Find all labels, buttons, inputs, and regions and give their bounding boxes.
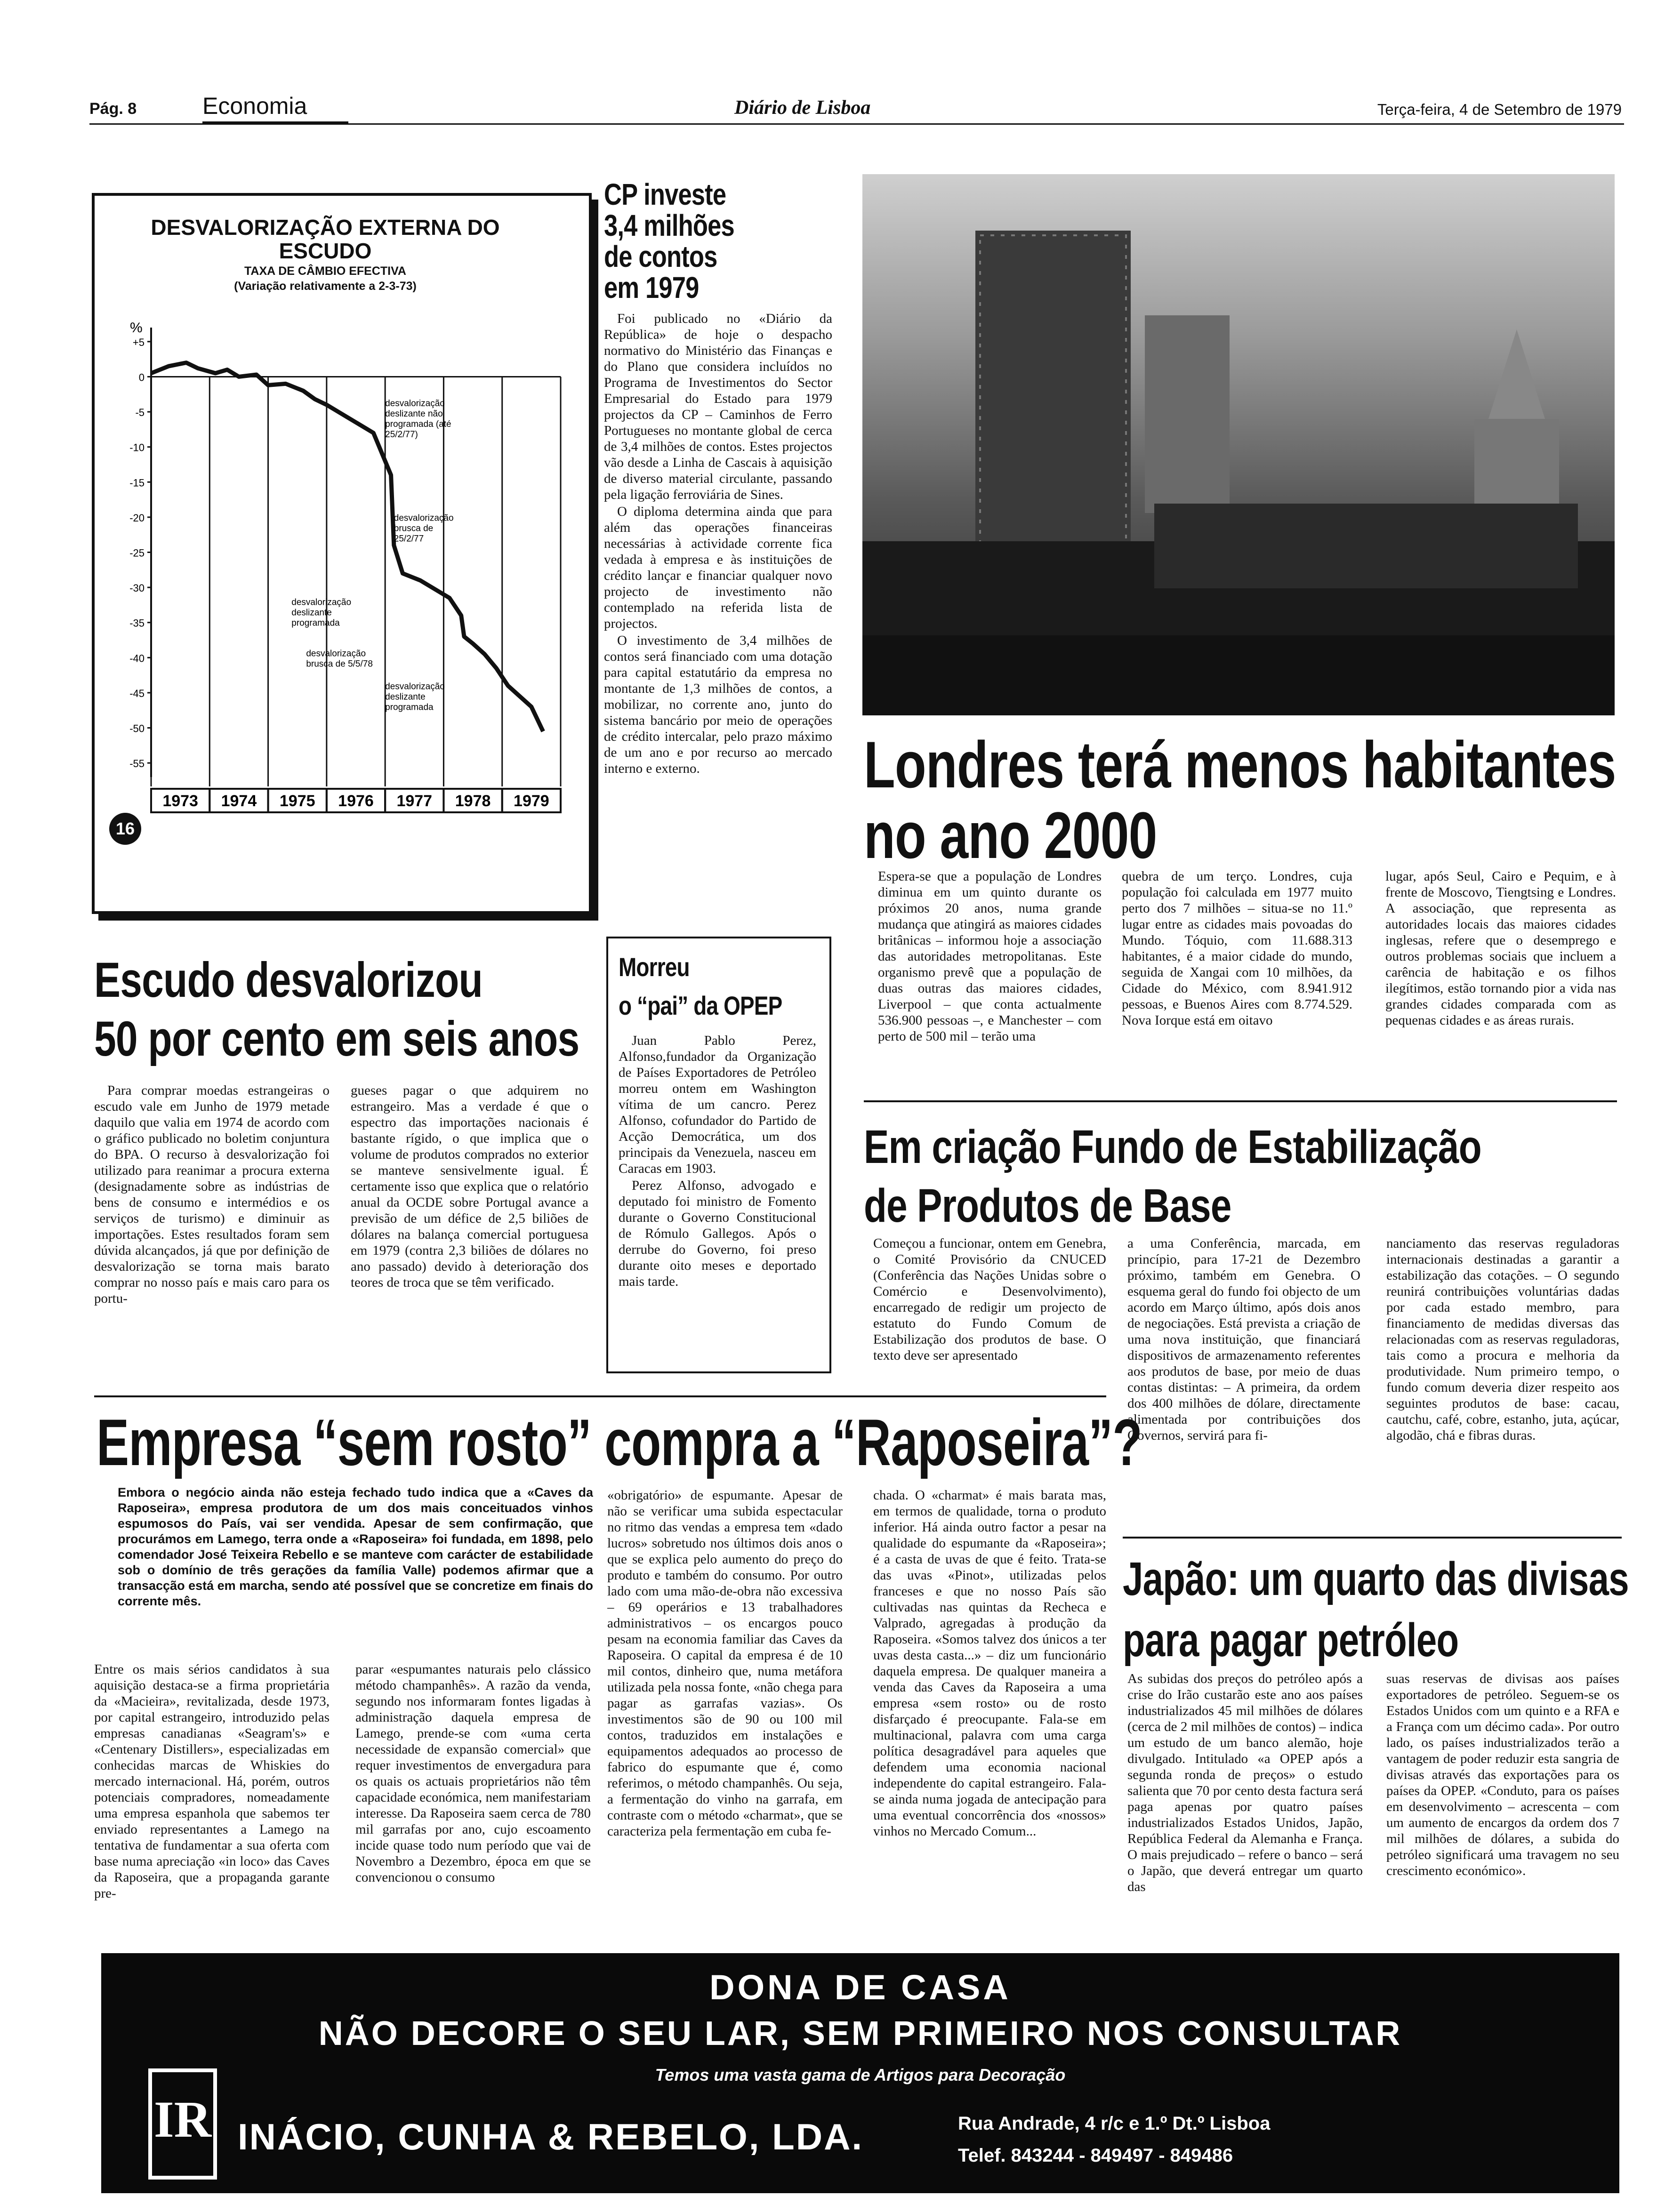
annotation-line: desvalorização bbox=[385, 681, 445, 692]
cp-paragraph: O investimento de 3,4 milhões de contos será financiado com uma dotação para capital estatutário da empresa no montante de 1,3 milhões de contos, a mobilizar, no corrente ano, junto do sistema bancário por meio de operações de crédito intercalar, pelo prazo máximo de um ano e por recurso ao mercado interno e externo. bbox=[604, 633, 832, 776]
issue-date: Terça-feira, 4 de Setembro de 1979 bbox=[1377, 101, 1622, 118]
ad-line-3: Temos uma vasta gama de Artigos para Decoração bbox=[655, 2065, 1066, 2084]
x-tick-label: 1975 bbox=[279, 792, 315, 810]
x-tick-label: 1976 bbox=[338, 792, 374, 810]
annotation-line: programada bbox=[385, 702, 434, 713]
cp-headline-line: CP investe bbox=[604, 177, 726, 211]
opep-headline-line: o “pai” da OPEP bbox=[619, 991, 782, 1020]
raposeira-col-4: chada. O «charmat» é mais barata mas, em termos de qualidade, torna o produto inferior. Há ainda outro factor a pesar na qualidade do espumante da «Raposeira»; é a casta de uvas de que é feito. Trata-se das uvas «Pinot», utilizadas pelos franceses e que no nosso País são cultivadas nas quintas da Recheca e Valprado, agregadas à produção da Raposeira. «Somos talvez dos únicos a ter uvas desta casta...» – diz um funcionário daquela empresa. De qualquer maneira a venda das Caves da Raposeira a uma empresa «sem rosto» ou de rosto disfarçado é preocupante. Fala-se em multinacional, palavra com uma carga política desagradável para aqueles que defendem uma economia nacional independente do capital estrangeiro. Fala-se ainda numa jogada de antecipação para uma eventual concorrência dos «nossos» vinhos no Mercado Comum... bbox=[873, 1488, 1106, 1839]
escudo-col-2: gueses pagar o que adquirem no estrangeiro. Mas a verdade é que o espectro das importações nacionais é bastante rígido, o que implica que o volume de produtos comprados no exterior se manteve sensivelmente igual. É certamente isso que explica que o relatório anual da OCDE sobre Portugal avance a previsão de um défice de 2,5 biliões de dólares na balança comercial portuguesa em 1979 (contra 2,3 biliões de dólares no ano passado) devido à deterioração dos teores de troca que se têm verificado. bbox=[351, 1083, 588, 1290]
japao-headline-line: Japão: um quarto das divisas bbox=[1123, 1553, 1629, 1605]
annotation-line: desvalorização bbox=[394, 513, 454, 523]
y-tick-label: -25 bbox=[129, 547, 145, 559]
londres-col-1: Espera-se que a população de Londres diminua em um quinto durante os próximos 20 anos, numa grande mudança que atingirá as maiores cidades britânicas – informou hoje a associação das autoridades metropolitanas. Este organismo prevê que a população de duas outras das maiores cidades, Liverpool – que conta actualmente 536.900 pessoas –, e Manchester – com perto de 500 mil – terão uma bbox=[878, 869, 1102, 1044]
ad-banner bbox=[101, 1953, 1619, 2193]
japao-headline bbox=[1123, 1548, 1629, 1671]
y-tick-label: -50 bbox=[129, 722, 145, 735]
annotation-line: deslizante não bbox=[385, 409, 443, 419]
annotation bbox=[385, 681, 445, 712]
opep-box bbox=[606, 937, 831, 1373]
y-tick-label: -5 bbox=[135, 407, 145, 419]
annotation bbox=[291, 597, 351, 628]
japao-col-2: suas reservas de divisas aos países exportadores de petróleo. Seguem-se os Estados Unidos com um quinto e a RFA e a França com um décimo cada». Por outro lado, os países industrializados terão a vantagem de poder reduzir esta sangria de divisas através das exportações para os países da OPEP. «Conduto, para os países em desenvolvimento – acrescenta – com um aumento de encargos da ordem dos 7 mil milhões de dólares, a subida do petróleo significará uma travagem no seu crescimento económico». bbox=[1386, 1671, 1619, 1878]
londres-col-3: lugar, após Seul, Cairo e Pequim, e à frente de Moscovo, Tiengtsing e Londres. A associação, que representa as autoridades locais das maiores cidades inglesas, refere que o desemprego e outros problemas sociais que incluem a carência de habitação e os filhos ilegítimos, estão tornando pior a vida nas grandes cidades comparada com as pequenas cidades e as áreas rurais. bbox=[1385, 869, 1616, 1028]
cp-body bbox=[604, 311, 832, 913]
cp-headline-line: 3,4 milhões bbox=[604, 208, 734, 242]
fundo-headline-line: de Produtos de Base bbox=[864, 1179, 1231, 1232]
chart-svg bbox=[95, 299, 584, 911]
y-tick-label: -45 bbox=[129, 687, 145, 699]
y-tick-label: +5 bbox=[132, 336, 145, 348]
x-tick-label: 1973 bbox=[162, 792, 198, 810]
annotation-line: programada bbox=[291, 618, 340, 628]
cp-headline bbox=[604, 179, 734, 303]
opep-headline bbox=[619, 948, 782, 1025]
japao-headline-line: para pagar petróleo bbox=[1123, 1614, 1459, 1667]
fundo-col-1: Começou a funcionar, ontem em Genebra, o Comité Provisório da CNUCED (Conferência das Nações Unidas sobre o Comércio e Desenvolvimento), encarregado de redigir um projecto de estatuto do Fundo Comum de Estabilização dos produtos de base. O texto deve ser apresentado bbox=[873, 1236, 1106, 1363]
escudo-col-1: Para comprar moedas estrangeiras o escudo vale em Junho de 1979 metade daquilo que valia em 1974 de acordo com o gráfico publicado no boletim conjuntura do BPA. O recurso à desvalorização foi utilizado para reanimar a procura externa (designadamente sobre as indústrias de bens de consumo e intermédios e os serviços de turismo) e diminuir as importações. Estes resultados foram sem dúvida alcançados, já que por definição de desvalorização se torna mais barato comprar no nosso país e mais caro para os portu- bbox=[94, 1083, 330, 1306]
ad-line-1: DONA DE CASA bbox=[709, 1968, 1011, 2007]
raposeira-col-2: parar «espumantes naturais pelo clássico método champanhês». A razão da venda, segundo nos informaram fontes ligadas à administração daquela empresa de Lamego, prende-se com «uma certa necessidade de expansão comercial» que requer investimentos de envergadura para os quais os actuais proprietários não têm capacidade económica, nem manifestariam interesse. Da Raposeira saem cerca de 780 mil garrafas por ano, cujo escoamento incide quase todo num período que vai de Novembro a Dezembro, época em que se convencionou o consumo bbox=[355, 1662, 591, 1885]
y-tick-label: -40 bbox=[129, 652, 145, 665]
london-skyline bbox=[862, 174, 1615, 715]
cp-paragraph: Foi publicado no «Diário da República» de hoje o despacho normativo do Ministério das Finanças e do Plano que considera incluídos no Programa de Investimentos do Sector Empresarial do Estado para 1979 projectos da CP – Caminhos de Ferro Portugueses no montante global de cerca de 3,4 milhões de contos. Estes projectos vão desde a Linha de Cascais à aquisição de diverso material circulante, passando pela ligação ferroviária de Sines. bbox=[604, 311, 832, 502]
annotation bbox=[394, 513, 454, 544]
ad-company: INÁCIO, CUNHA & REBELO, LDA. bbox=[238, 2116, 864, 2157]
y-tick-label: -10 bbox=[129, 441, 145, 454]
ad-logo bbox=[148, 2068, 217, 2180]
y-axis-label: % bbox=[130, 320, 143, 336]
cp-paragraph: O diploma determina ainda que para além das operações financeiras necessárias à actividade corrente fica vedada à empresa e às instituições de crédito lançar e financiar qualquer novo projecto de investimento não contemplado na referida lista de projectos. bbox=[604, 504, 832, 631]
ad-phone: Telef. 843244 - 849497 - 849486 bbox=[958, 2145, 1233, 2166]
annotation bbox=[385, 399, 451, 440]
cp-headline-line: de contos bbox=[604, 240, 717, 273]
raposeira-col-1: Entre os mais sérios candidatos à sua aquisição destaca-se a firma proprietária da «Macieira», revitalizada, desde 1973, por capital estrangeiro, introduzido pelas empresas canadianas «Seagram's» e «Centenary Distillers», especializadas em conhecidas marcas de Whiskies do mercado internacional. Há, porém, outros potenciais compradores, nomeadamente uma empresa espanhola que sabemos ter enviado representantes a Lamego na tentativa de fundamentar a sua oferta com base numa apreciação «in loco» das Caves da Raposeira, que a propaganda garante pre- bbox=[94, 1662, 330, 1901]
fundo-col-3: nanciamento das reservas reguladoras internacionais destinadas a garantir a estabilização das cotações. – O segundo reunirá contribuições voluntárias dadas por cada estado membro, para financiamento de medidas diversas das relacionadas com as reservas reguladoras, tais como a procura e melhoria da produtividade. Num primeiro tempo, o fundo comum deveria dizer respeito aos seguintes produtos de base: cacau, cautchu, café, cobre, estanho, juta, açúcar, algodão, chá e fibras duras. bbox=[1386, 1236, 1619, 1443]
chart-subtitle: TAXA DE CÂMBIO EFECTIVA bbox=[244, 264, 406, 278]
escudo-headline-line: 50 por cento em seis anos bbox=[94, 1011, 579, 1066]
londres-rule bbox=[864, 1100, 1617, 1102]
y-tick-label: -55 bbox=[129, 758, 145, 770]
ad-line-2: NÃO DECORE O SEU LAR, SEM PRIMEIRO NOS CONSULTAR bbox=[318, 2015, 1402, 2052]
fundo-headline bbox=[864, 1118, 1481, 1235]
londres-headline-line: Londres terá menos habitantes bbox=[864, 728, 1616, 801]
y-tick-label: -20 bbox=[129, 512, 145, 524]
ad-logo-text: IR bbox=[153, 2091, 212, 2148]
x-tick-label: 1978 bbox=[455, 792, 491, 810]
annotation-line: 25/2/77) bbox=[385, 430, 418, 440]
annotation-line: deslizante bbox=[385, 692, 426, 702]
x-tick-label: 1977 bbox=[396, 792, 433, 810]
londres-col-2: quebra de um terço. Londres, cuja população foi calculada em 1977 muito perto dos 7 milhões – situa-se no 11.º lugar entre as cidades mais povoadas do Mundo. Tóquio, com 11.688.313 habitantes, é a maior cidade do mundo, seguida de Xangai com 10 milhões, da Cidade do México, com 8.941.912 pessoas, e Buenos Aires com 8.774.529. Nova Iorque está em oitavo bbox=[1122, 869, 1352, 1028]
opep-headline-line: Morreu bbox=[619, 952, 690, 982]
masthead-rule bbox=[89, 123, 1624, 125]
newspaper-name: Diário de Lisboa bbox=[734, 97, 871, 119]
x-tick-label: 1974 bbox=[221, 792, 257, 810]
chart-number: 16 bbox=[115, 819, 135, 838]
raposeira-lead: Embora o negócio ainda não esteja fechado tudo indica que a «Caves da Raposeira», empresa produtora de um dos mais conceituados vinhos espumosos do País, vai ser vendida. Apesar de sem confirmação, que procurámos em Lamego, terra onde a «Raposeira» foi fundada, em 1898, pelo comendador José Teixeira Rebello e se manteve com carácter de estabilidade sob o domínio de três gerações da família Valle) podemos afirmar que a transacção está em marcha, sendo até possível que se concretize em finais do corrente mês. bbox=[118, 1485, 593, 1608]
japao-rule bbox=[1123, 1537, 1622, 1539]
london-photo bbox=[862, 174, 1615, 715]
ad-address: Rua Andrade, 4 r/c e 1.º Dt.º Lisboa bbox=[958, 2113, 1271, 2134]
fundo-col-2: a uma Conferência, marcada, em princípio, para 17-21 de Dezembro próximo, também em Genebra. O esquema geral do fundo foi objecto de um acordo em Março último, após dois anos de negociações. Está prevista a criação de uma nova instituição, que financiará dispositivos de armazenamento referentes aos produtos de base, por meio de duas contas distintas: – A primeira, da ordem dos 400 milhões de dólare, directamente alimentada por contribuições dos Governos, servirá para fi- bbox=[1127, 1236, 1360, 1443]
annotation bbox=[306, 649, 373, 669]
annotation-line: brusca de 5/5/78 bbox=[306, 659, 373, 669]
annotation-line: deslizante bbox=[291, 608, 332, 618]
x-tick-label: 1979 bbox=[514, 792, 549, 810]
section-label: Economia bbox=[202, 93, 307, 119]
annotation-line: desvalorização bbox=[306, 649, 366, 659]
raposeira-col-3: «obrigatório» de espumante. Apesar de não se verificar uma subida espectacular no ritmo das vendas a empresa tem «dado lucros» sobretudo nos últimos dois anos o que se explica pelo aumento do preço do produto e também do consumo. Por outro lado com uma mão-de-obra não excessiva – 69 operários e 13 trabalhadores administrativos – os encargos pouco pesam na economia familiar das Caves da Raposeira. O capital da empresa é de 10 mil contos, dinheiro que, numa metáfora utilizada pela nossa fonte, «não chega para pagar as garrafas vazias». Os investimentos são de 90 ou 100 mil contos, traduzidos em instalações e equipamentos adequados ao processo de fabrico do espumante que é, como referimos, o método champanhês. Ou seja, a fermentação do vinho na garrafa, em contraste com o método «charmat», que se caracteriza pela fermentação em cuba fe- bbox=[607, 1488, 843, 1839]
annotation-line: programada (até bbox=[385, 419, 451, 430]
escudo-headline bbox=[94, 951, 579, 1068]
escudo-headline-line: Escudo desvalorizou bbox=[94, 953, 483, 1008]
japao-col-1: As subidas dos preços do petróleo após a crise do Irão custarão este ano aos países industrializados 45 mil milhões de dólares (cerca de 2 mil milhões de contos) – indica um estudo de um banco alemão, hoje divulgado. Intitulado «a OPEP após a segunda ronda de preços» o estudo salienta que 70 por cento desta factura será paga apenas por quatro países industrializados Estados Unidos, Japão, República Federal da Alemanha e França. O mais prejudicado – refere o banco – será o Japão, que deverá entregar um quarto das bbox=[1127, 1671, 1363, 1894]
londres-headline-line: no ano 2000 bbox=[864, 798, 1157, 872]
annotation-line: brusca de bbox=[394, 523, 434, 534]
annotation-line: 25/2/77 bbox=[394, 534, 424, 544]
londres-headline bbox=[864, 729, 1616, 871]
cp-headline-line: em 1979 bbox=[604, 271, 699, 305]
y-tick-label: 0 bbox=[138, 371, 145, 384]
raposeira-headline: Empresa “sem rosto” compra a “Raposeira”? bbox=[97, 1405, 1142, 1479]
chart-title: DESVALORIZAÇÃO EXTERNA DO ESCUDO bbox=[151, 215, 500, 263]
annotation-line: desvalorização bbox=[291, 597, 352, 608]
chart-box bbox=[92, 193, 592, 914]
opep-body bbox=[619, 1033, 816, 1362]
y-tick-label: -35 bbox=[129, 617, 145, 629]
mid-rule bbox=[94, 1395, 1106, 1397]
y-tick-label: -15 bbox=[129, 477, 145, 489]
page-number: Pág. 8 bbox=[89, 100, 137, 118]
y-tick-label: -30 bbox=[129, 582, 145, 594]
opep-paragraph: Juan Pablo Perez, Alfonso,fundador da Organização de Países Exportadores de Petróleo morreu ontem em Washington vítima de um cancro. Perez Alfonso, cofundador do Partido de Acção Democrática, um dos principais da Venezuela, nasceu em Caracas em 1903. bbox=[619, 1033, 816, 1176]
chart-note: (Variação relativamente a 2-3-73) bbox=[234, 280, 417, 293]
opep-paragraph: Perez Alfonso, advogado e deputado foi ministro de Fomento durante o Governo Constitucional de Rómulo Gallegos. Após o derrube do Governo, foi preso durante oito meses e deportado mais tarde. bbox=[619, 1178, 816, 1289]
fundo-headline-line: Em criação Fundo de Estabilização bbox=[864, 1121, 1481, 1173]
annotation-line: desvalorização bbox=[385, 399, 445, 409]
